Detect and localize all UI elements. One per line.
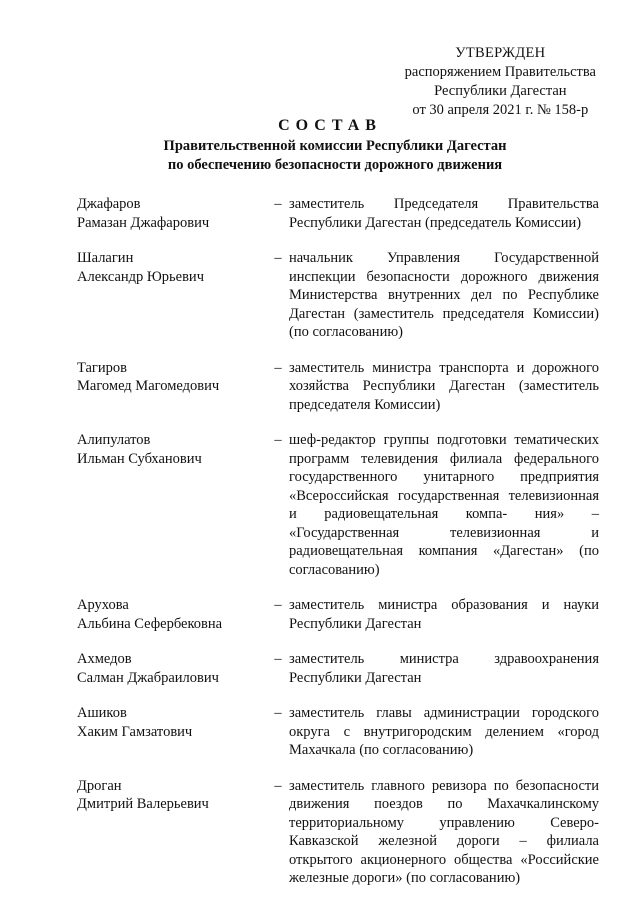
member-dash: – xyxy=(274,651,282,667)
approval-title: УТВЕРЖДЕН xyxy=(455,45,546,61)
member-role-line: заместитель министра образования и науки xyxy=(289,597,599,613)
member-dash: – xyxy=(274,432,282,448)
member-role-line: заместитель главы администрации городского xyxy=(289,705,599,721)
approval-line-1: распоряжением Правительства xyxy=(404,64,596,80)
member-role-line: заместитель министра здравоохранения xyxy=(289,651,599,667)
member-entry xyxy=(0,777,640,888)
member-role-line: хозяйства Республики Дагестан (заместитель xyxy=(289,378,599,394)
member-role-line: инспекции безопасности дорожного движения xyxy=(289,268,599,285)
member-role-line: Махачкалинскому территориальному xyxy=(289,796,600,831)
member-given-names: Альбина Сефербековна xyxy=(77,615,223,632)
member-role-line: шеф-редактор группы подготовки xyxy=(289,432,507,448)
member-role-line: Комиссии) (по согласованию) xyxy=(289,305,599,340)
member-given-names: Магомед Магомедович xyxy=(77,378,220,394)
member-name xyxy=(77,195,267,232)
member-role-line: дороги – филиала открытого акционерного xyxy=(289,833,599,868)
member-surname: Дроган xyxy=(77,777,122,794)
member-role-line: предприятия «Всероссийская государственная xyxy=(289,469,600,504)
member-role xyxy=(289,704,599,760)
member-name xyxy=(77,359,267,415)
member-role-line: тематических программ телевидения филиала xyxy=(289,432,599,467)
member-dash: – xyxy=(274,597,282,613)
member-role xyxy=(289,431,599,579)
member-role-line: безопасности движения поездов по xyxy=(289,777,600,812)
member-role-line: заместитель главного ревизора по xyxy=(289,777,509,794)
member-dash: – xyxy=(274,705,282,721)
member-role-line: заместитель Председателя Правительства xyxy=(289,196,599,212)
member-given-names: Дмитрий Валерьевич xyxy=(77,796,209,812)
member-role-line: Дагестан (заместитель председателя xyxy=(289,305,525,322)
member-role-line: согласованию) xyxy=(289,561,380,578)
member-name xyxy=(77,249,267,342)
member-role-line: общества «Российские железные дороги» xyxy=(289,851,599,886)
member-surname: Тагиров xyxy=(77,359,127,376)
approval-line-2: Республики Дагестан xyxy=(434,83,567,99)
member-role-line: (по согласованию) xyxy=(406,870,521,886)
member-role-line: Республики Дагестан xyxy=(289,615,422,632)
member-entry xyxy=(0,704,640,760)
member-entry xyxy=(0,249,640,342)
member-name xyxy=(77,431,267,579)
member-dash: – xyxy=(274,359,282,376)
member-entry xyxy=(0,650,640,687)
member-role-line: Республики Дагестан (председатель Комиссии) xyxy=(289,214,582,231)
member-given-names: Ильман Субханович xyxy=(77,450,202,467)
member-role-line: телевизионная и радиовещательная компа- xyxy=(289,487,600,522)
member-role-line: федерального государственного унитарного xyxy=(289,450,599,485)
member-surname: Джафаров xyxy=(77,196,141,212)
member-role xyxy=(289,650,599,687)
member-role xyxy=(289,777,599,888)
member-dash: – xyxy=(274,777,282,794)
member-given-names: Александр Юрьевич xyxy=(77,268,204,285)
member-role xyxy=(289,195,599,232)
member-surname: Алипулатов xyxy=(77,432,151,448)
member-role-line: Махачкала (по согласованию) xyxy=(289,742,474,758)
member-dash: – xyxy=(274,196,282,212)
member-role-line: округа с внутригородским делением «город xyxy=(289,723,599,740)
member-role xyxy=(289,359,599,415)
member-dash: – xyxy=(274,250,282,266)
member-name xyxy=(77,650,267,687)
document-subtitle xyxy=(0,137,640,175)
member-role xyxy=(289,596,599,633)
member-entry xyxy=(0,195,640,232)
document-subtitle-line-1: Правительственной комиссии Республики Дагестан xyxy=(163,138,507,154)
member-entry xyxy=(0,431,640,579)
member-role-line: Министерства внутренних дел по Республике xyxy=(289,287,599,303)
member-surname: Ахмедов xyxy=(77,651,132,667)
member-role-line: Республики Дагестан xyxy=(289,669,422,686)
member-entry xyxy=(0,359,640,415)
document-subtitle-line-2: по обеспечению безопасности дорожного движения xyxy=(167,157,503,173)
member-role-line: заместитель министра транспорта и дорожного xyxy=(289,359,599,376)
member-role-line: ния» – «Государственная телевизионная и xyxy=(289,506,599,541)
document-title: СОСТАВ xyxy=(278,117,382,134)
member-given-names: Рамазан Джафарович xyxy=(77,214,210,231)
approval-line-3: от 30 апреля 2021 г. № 158-р xyxy=(412,102,589,118)
member-name xyxy=(77,596,267,633)
member-role-line: начальник Управления Государственной xyxy=(289,250,599,266)
member-given-names: Салман Джабраилович xyxy=(77,669,219,686)
member-list xyxy=(0,195,640,905)
member-role-line: председателя Комиссии) xyxy=(289,396,441,413)
member-entry xyxy=(0,596,640,633)
member-surname: Ашиков xyxy=(77,705,127,721)
member-role-line: радиовещательная компания «Дагестан» (по xyxy=(289,543,599,559)
member-surname: Арухова xyxy=(77,597,129,613)
member-name xyxy=(77,777,267,888)
member-name xyxy=(77,704,267,760)
member-given-names: Хаким Гамзатович xyxy=(77,723,193,740)
member-surname: Шалагин xyxy=(77,250,134,266)
approval-stamp xyxy=(405,44,596,120)
member-role xyxy=(289,249,599,342)
member-role-line: управлению Северо-Кавказской железной xyxy=(289,814,600,849)
